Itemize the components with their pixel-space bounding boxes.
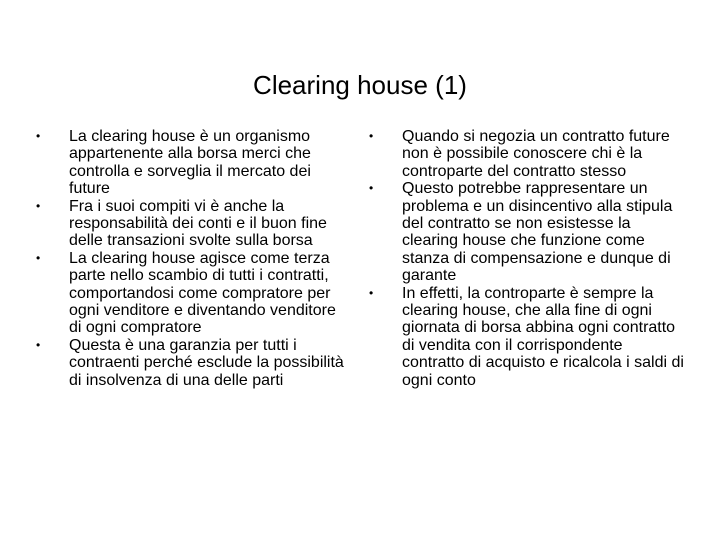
right-list-item-2: [369, 180, 689, 284]
bullet-icon: •: [36, 337, 41, 352]
bullet-icon: •: [36, 129, 41, 143]
left-list-item-1: [36, 128, 352, 198]
left-item-1-text: La clearing house è un organismo appartenente alla borsa merci che controlla e sorveglia il mercato dei future: [69, 128, 311, 198]
left-bullet-list: [36, 128, 352, 389]
left-list-item-4: [36, 337, 352, 389]
right-list-item-1: [369, 128, 689, 180]
right-bullet-list: [369, 128, 689, 389]
left-item-2-text: Fra i suoi compiti vi è anche la responsabilità dei conti e il buon fine delle transazioni svolte sulla borsa: [69, 197, 327, 250]
slide-title: Clearing house (1): [253, 70, 467, 101]
bullet-icon: •: [36, 250, 41, 265]
left-list-item-2: [36, 198, 352, 250]
bullet-icon: •: [369, 181, 374, 196]
bullet-icon: •: [36, 198, 41, 213]
bullet-icon: •: [369, 129, 374, 143]
right-item-2-text: Questo potrebbe rappresentare un problema e un disincentivo alla stipula del contratto se non esistesse la clearing house che funzione come stanza di compensazione e dunque di garante: [402, 180, 673, 285]
bullet-icon: •: [369, 285, 374, 300]
left-item-4-text: Questa è una garanzia per tutti i contraenti perché esclude la possibilità di insolvenza di una delle parti: [69, 336, 344, 389]
right-list-item-3: [369, 285, 689, 389]
right-item-3-text: In effetti, la controparte è sempre la clearing house, che alla fine di ogni giornata di borsa abbina ogni contratto di vendita con il corrispondente contratto di acquisto e ricalcola i saldi di ogni conto: [402, 284, 684, 389]
left-item-3-text: La clearing house agisce come terza parte nello scambio di tutti i contratti, comportandosi come compratore per ogni venditore e diventando venditore di ogni compratore: [69, 249, 336, 337]
right-item-1-text: Quando si negozia un contratto future non è possibile conoscere chi è la controparte del contratto stesso: [402, 128, 670, 180]
left-list-item-3: [36, 250, 352, 337]
